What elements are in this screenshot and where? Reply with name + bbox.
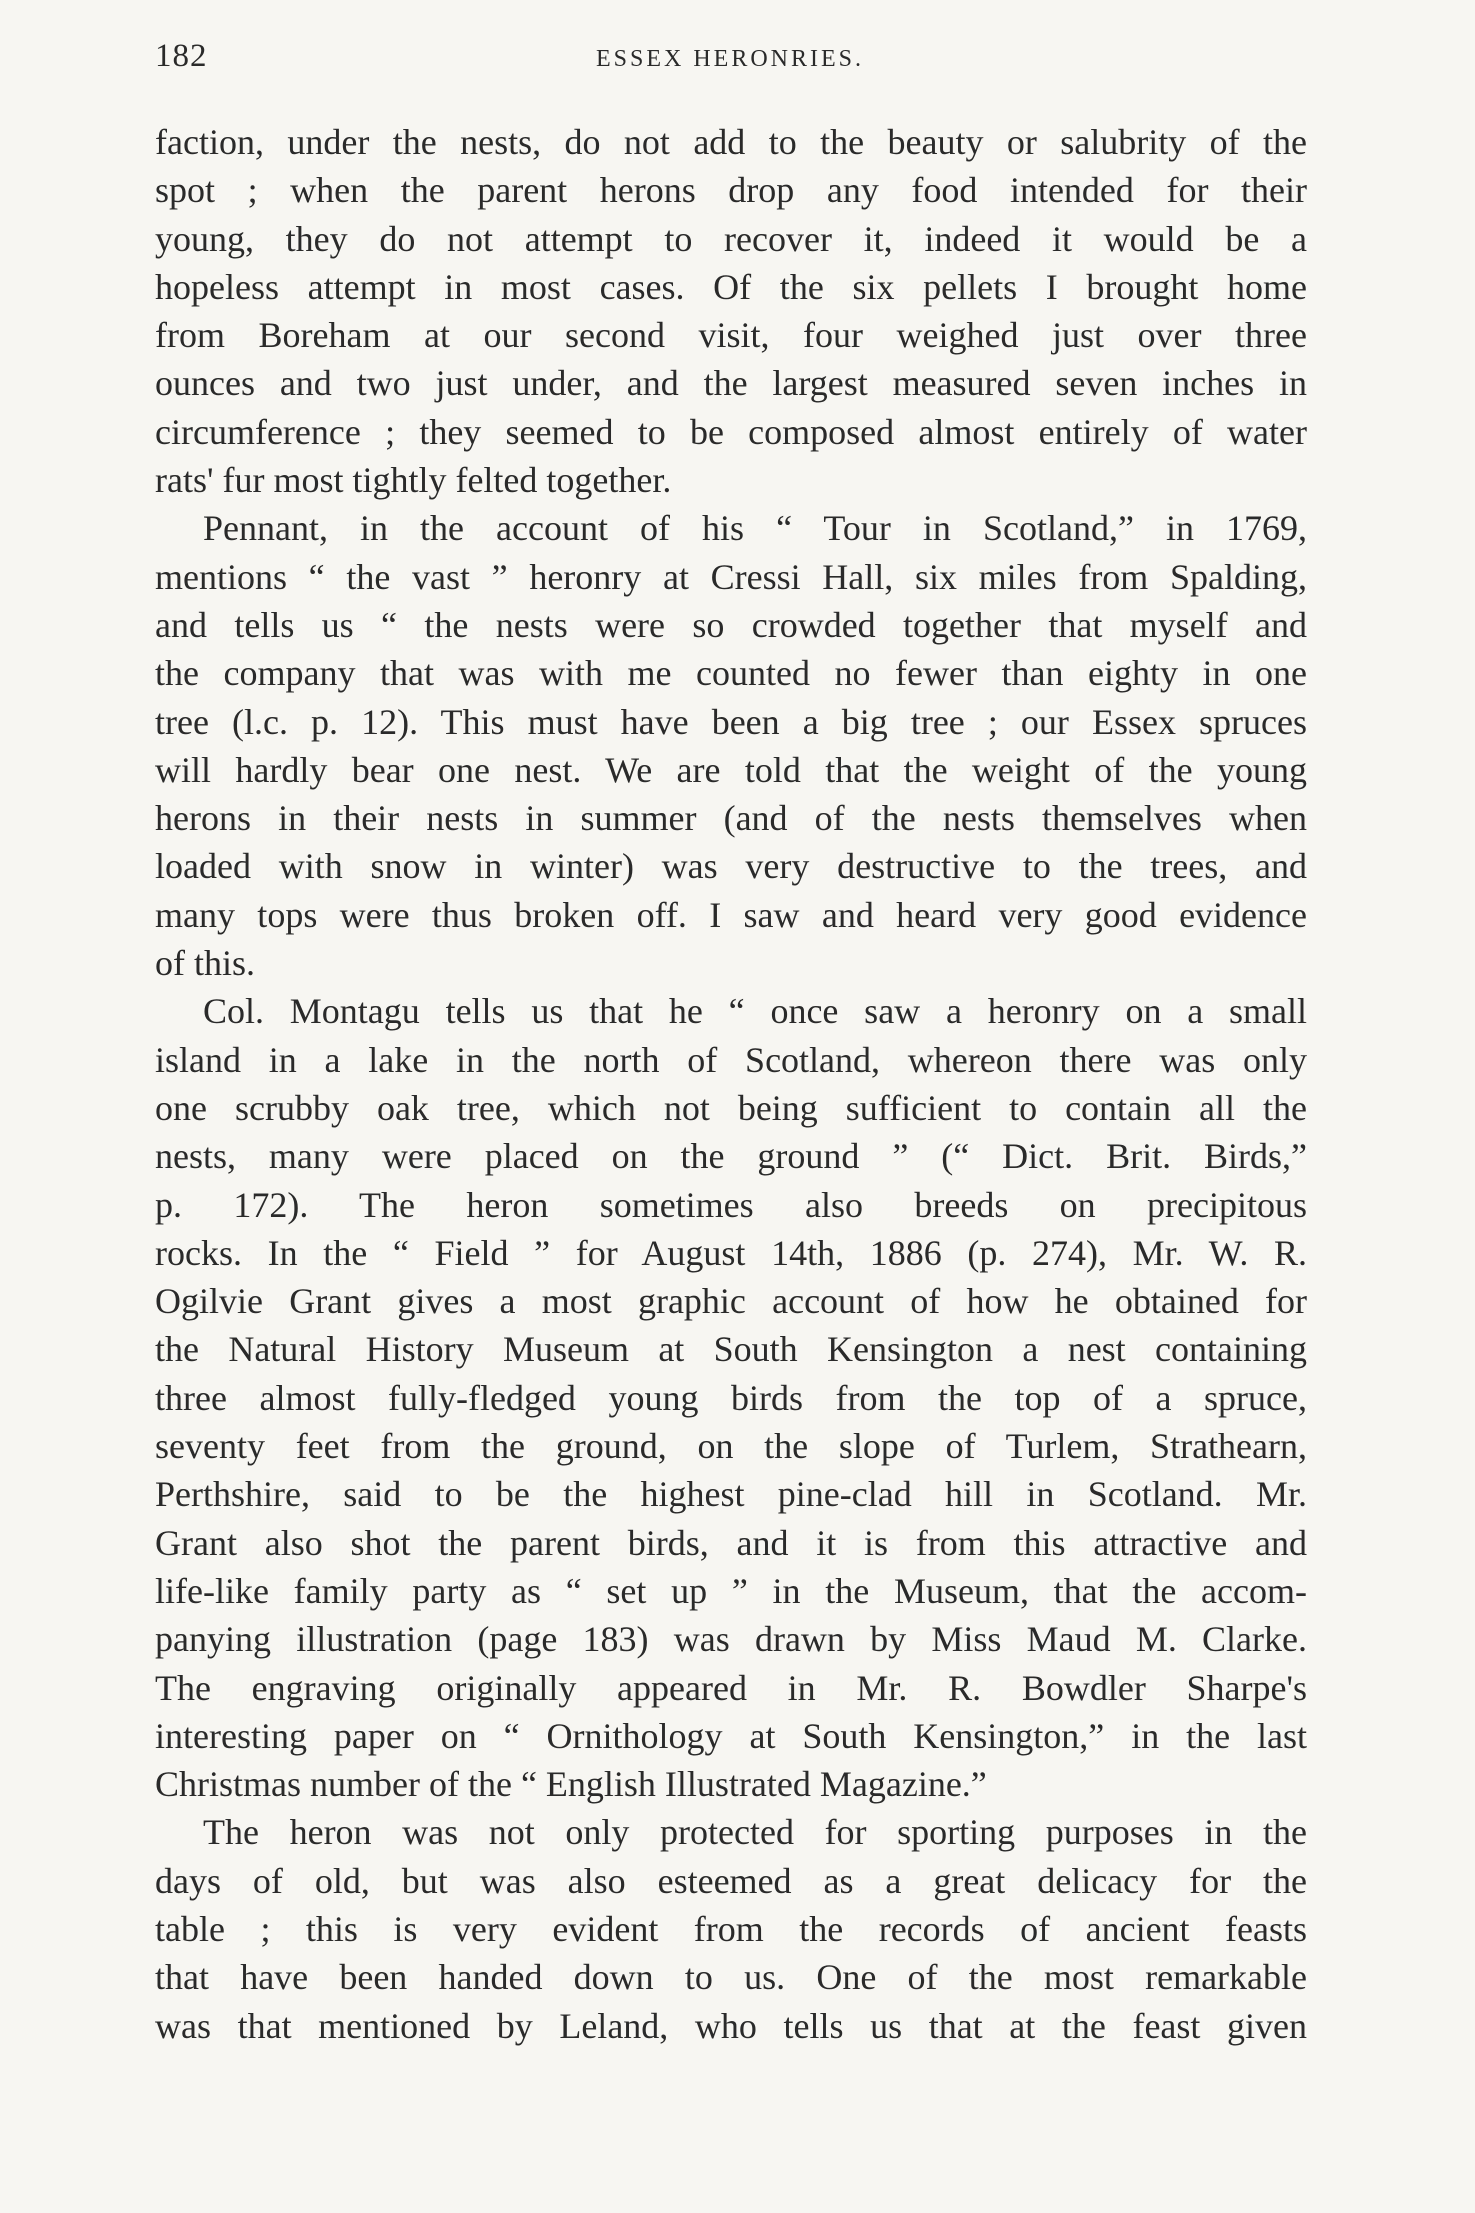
text-line: from Boreham at our second visit, four weighed just over three: [155, 315, 1307, 356]
text-line: rocks. In the “ Field ” for August 14th, 1886 (p. 274), Mr. W. R.: [155, 1232, 1307, 1273]
text-line: spot ; when the parent herons drop any food intended for their: [155, 170, 1307, 211]
text-line: island in a lake in the north of Scotland, whereon there was only: [155, 1039, 1307, 1080]
text-line: life-like family party as “ set up ” in the Museum, that the accom-: [155, 1570, 1307, 1611]
text-line: three almost fully-fledged young birds from the top of a spruce,: [155, 1377, 1307, 1418]
text-line: The engraving originally appeared in Mr. R. Bowdler Sharpe's: [155, 1667, 1307, 1708]
running-head: [155, 38, 1305, 78]
text-line: Christmas number of the “ English Illustrated Magazine.”: [155, 1764, 987, 1805]
text-line: days of old, but was also esteemed as a great delicacy for the: [155, 1860, 1307, 1901]
paragraph-start-line: Pennant, in the account of his “ Tour in Scotland,” in 1769,: [203, 508, 1307, 549]
text-line: that have been handed down to us. One of the most remarkable: [155, 1957, 1307, 1998]
paragraph-start-line: Col. Montagu tells us that he “ once saw a heronry on a small: [203, 991, 1307, 1032]
text-line: rats' fur most tightly felted together.: [155, 460, 672, 501]
body-text: [155, 118, 1307, 2050]
text-line: circumference ; they seemed to be composed almost entirely of water: [155, 411, 1307, 452]
text-line: will hardly bear one nest. We are told that the weight of the young: [155, 749, 1307, 790]
text-line: hopeless attempt in most cases. Of the six pellets I brought home: [155, 266, 1307, 307]
text-line: Grant also shot the parent birds, and it is from this attractive and: [155, 1522, 1307, 1563]
text-line: Perthshire, said to be the highest pine-clad hill in Scotland. Mr.: [155, 1474, 1307, 1515]
text-line: seventy feet from the ground, on the slope of Turlem, Strathearn,: [155, 1426, 1307, 1467]
text-line: young, they do not attempt to recover it, indeed it would be a: [155, 218, 1307, 259]
text-line: tree (l.c. p. 12). This must have been a big tree ; our Essex spruces: [155, 701, 1307, 742]
text-line: herons in their nests in summer (and of the nests themselves when: [155, 798, 1307, 839]
text-line: table ; this is very evident from the records of ancient feasts: [155, 1908, 1307, 1949]
text-line: of this.: [155, 943, 256, 984]
text-line: p. 172). The heron sometimes also breeds on precipitous: [155, 1184, 1307, 1225]
text-line: loaded with snow in winter) was very destructive to the trees, and: [155, 846, 1307, 887]
page-number: 182: [155, 38, 208, 74]
text-line: many tops were thus broken off. I saw and heard very good evidence: [155, 894, 1307, 935]
text-line: faction, under the nests, do not add to the beauty or salubrity of the: [155, 122, 1307, 162]
text-line: mentions “ the vast ” heronry at Cressi Hall, six miles from Spalding,: [155, 556, 1307, 597]
text-line: and tells us “ the nests were so crowded together that myself and: [155, 604, 1307, 645]
text-line: ounces and two just under, and the largest measured seven inches in: [155, 363, 1307, 404]
text-line: the company that was with me counted no fewer than eighty in one: [155, 653, 1307, 694]
text-line: Ogilvie Grant gives a most graphic account of how he obtained for: [155, 1281, 1307, 1322]
text-line: one scrubby oak tree, which not being sufficient to contain all the: [155, 1087, 1307, 1128]
text-line: nests, many were placed on the ground ” (“ Dict. Brit. Birds,”: [155, 1136, 1307, 1177]
text-line: panying illustration (page 183) was drawn by Miss Maud M. Clarke.: [155, 1619, 1307, 1660]
running-title: ESSEX HERONRIES.: [595, 46, 865, 72]
paragraph-start-line: The heron was not only protected for sporting purposes in the: [203, 1812, 1307, 1853]
text-line: interesting paper on “ Ornithology at South Kensington,” in the last: [155, 1715, 1307, 1756]
text-line: the Natural History Museum at South Kensington a nest containing: [155, 1329, 1307, 1370]
text-line: was that mentioned by Leland, who tells us that at the feast given: [155, 2005, 1307, 2046]
